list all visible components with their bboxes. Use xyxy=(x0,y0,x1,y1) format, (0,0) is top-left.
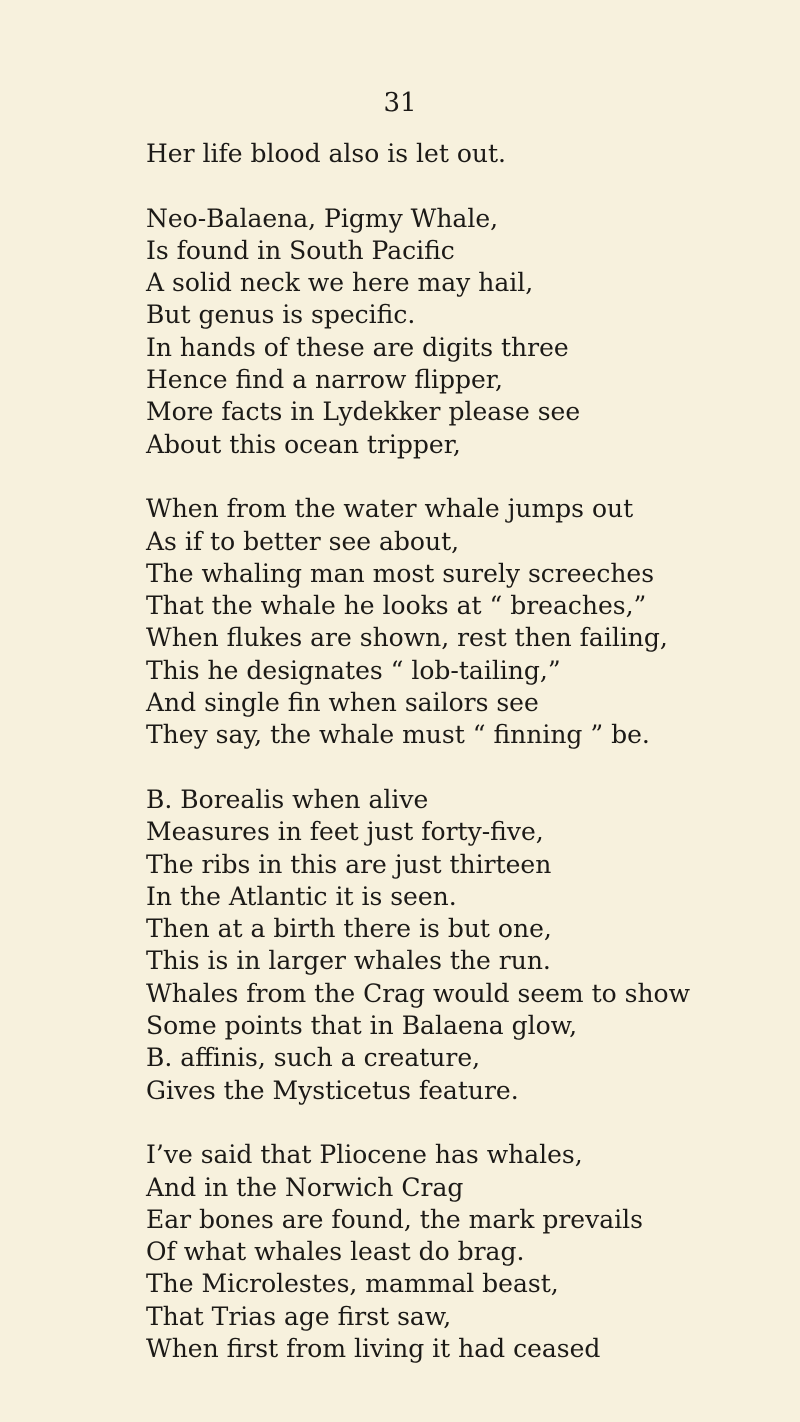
poem-line: Gives the Mysticetus feature. xyxy=(146,1075,519,1105)
poem-line: More facts in Lydekker please see xyxy=(146,397,581,427)
poem-line: When from the water whale jumps out xyxy=(146,494,634,524)
stanza-1 xyxy=(146,138,786,170)
poem-line: The whaling man most surely screeches xyxy=(146,558,655,588)
poem-line: The ribs in this are just thirteen xyxy=(146,849,552,879)
poem-line: Of what whales least do brag. xyxy=(146,1237,525,1267)
poem-line: Whales from the Crag would seem to show xyxy=(146,978,690,1008)
poem-line: In hands of these are digits three xyxy=(146,332,569,362)
poem-line: Ear bones are found, the mark prevails xyxy=(146,1204,643,1234)
poem-line: This he designates “ lob-tailing,” xyxy=(146,655,561,685)
poem-line: As if to better see about, xyxy=(146,526,460,556)
poem-line: And in the Norwich Crag xyxy=(146,1172,464,1202)
poem-line: Measures in feet just forty-five, xyxy=(146,817,544,847)
poem-line: In the Atlantic it is seen. xyxy=(146,881,457,911)
poem-line: Some points that in Balaena glow, xyxy=(146,1011,578,1041)
stanza-gap xyxy=(146,752,786,784)
stanza-2 xyxy=(146,203,786,461)
page-number: 31 xyxy=(383,88,417,118)
stanza-4 xyxy=(146,784,786,1107)
poem-line: Her life blood also is let out. xyxy=(146,139,506,168)
poem-line: And single fin when sailors see xyxy=(146,688,539,718)
poem-line: About this ocean tripper, xyxy=(146,429,461,459)
stanza-gap xyxy=(146,1107,786,1139)
poem-line: Neo-Balaena, Pigmy Whale, xyxy=(146,203,499,233)
poem-line: B. affinis, such a creature, xyxy=(146,1043,481,1073)
poem-line: Hence find a narrow flipper, xyxy=(146,365,503,395)
poem-line: I’ve said that Pliocene has whales, xyxy=(146,1140,583,1170)
poem-line: But genus is specific. xyxy=(146,300,416,330)
poem-line: Is found in South Pacific xyxy=(146,235,455,265)
poem-line: They say, the whale must “ finning ” be. xyxy=(146,720,650,750)
stanza-gap xyxy=(146,461,786,493)
poem-line: When first from living it had ceased xyxy=(146,1333,601,1363)
poem-line: B. Borealis when alive xyxy=(146,784,429,814)
poem-line: This is in larger whales the run. xyxy=(146,946,551,976)
poem-line: A solid neck we here may hail, xyxy=(146,268,534,298)
poem-line: Then at a birth there is but one, xyxy=(146,914,552,944)
poem-line: When flukes are shown, rest then failing, xyxy=(146,623,668,653)
poem-line: The Microlestes, mammal beast, xyxy=(146,1269,559,1299)
stanza-gap xyxy=(146,170,786,202)
poem-line: That the whale he looks at “ breaches,” xyxy=(146,591,647,621)
poem-line: That Trias age first saw, xyxy=(146,1301,452,1331)
poem-text xyxy=(146,138,786,1365)
stanza-3 xyxy=(146,493,786,751)
stanza-5 xyxy=(146,1139,786,1365)
